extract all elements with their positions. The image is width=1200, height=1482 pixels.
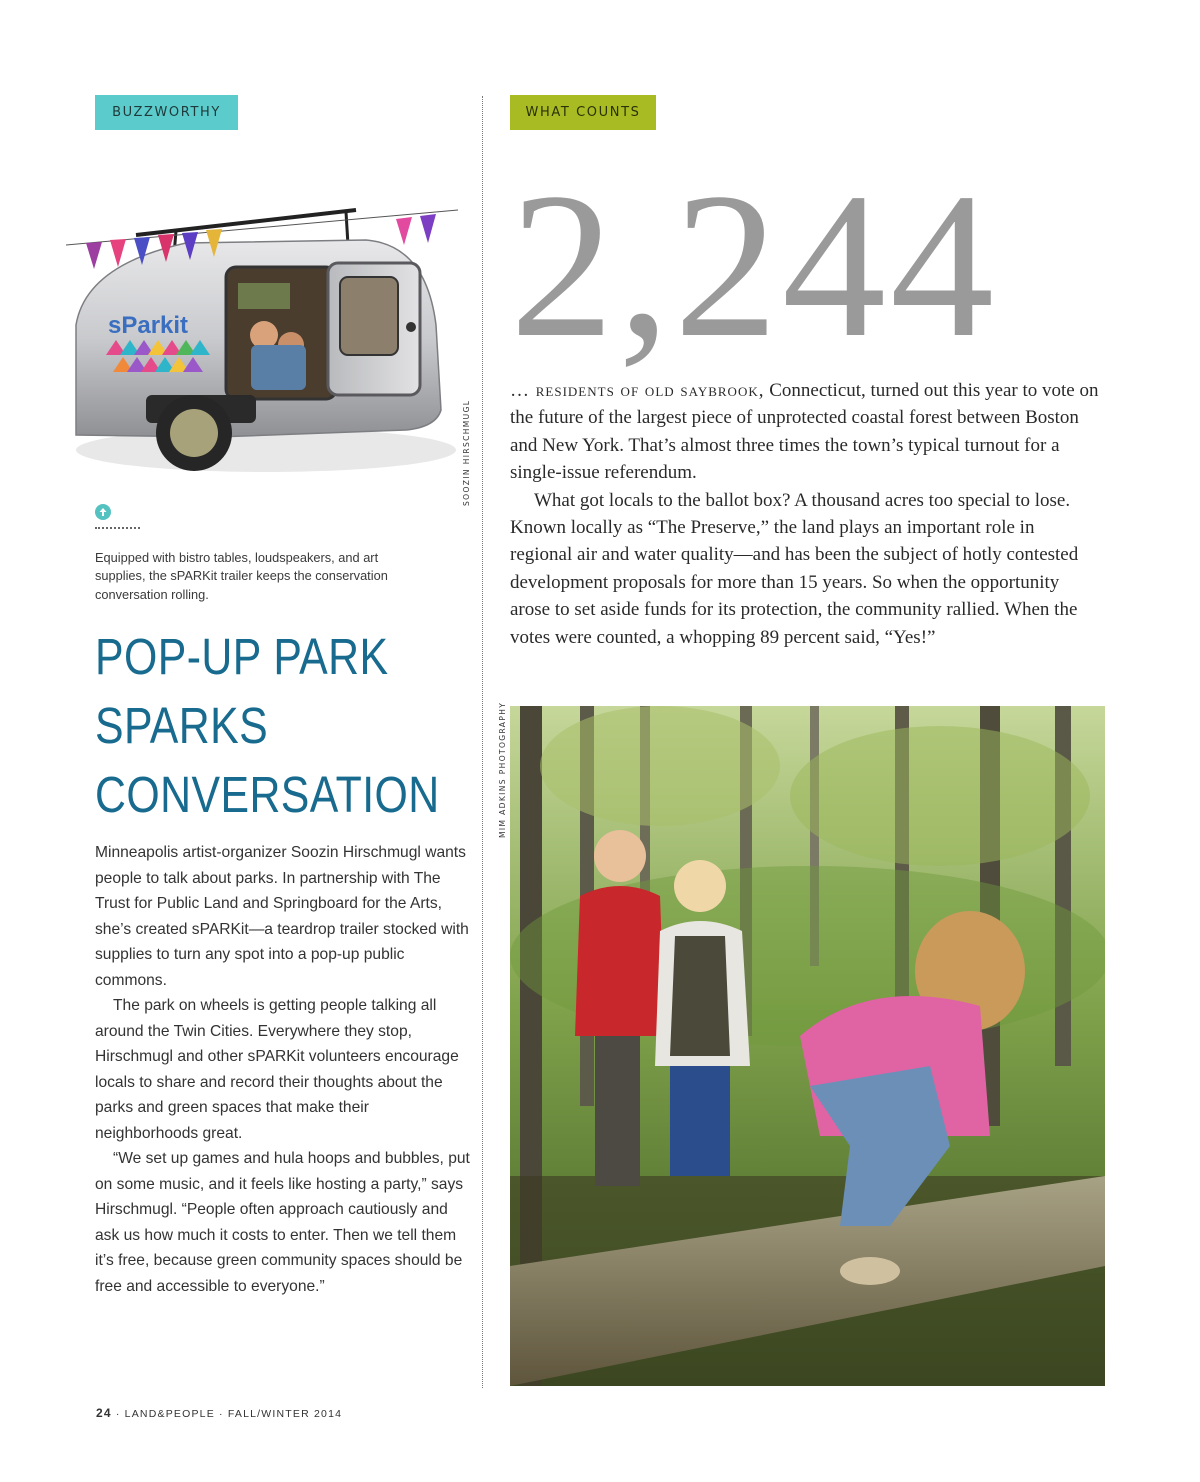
body-paragraph: Minneapolis artist-organizer Soozin Hirschmugl wants people to talk about parks. In partnership with The Trust for Public Land and Springboard for the Arts, she’s created sPARKit—a teardrop trailer stocked with supplies to turn any spot into a pop-up public commons. <box>95 844 469 989</box>
page-footer <box>96 1406 342 1420</box>
story-paragraph <box>510 377 1100 487</box>
arrow-up-icon <box>95 504 111 520</box>
lead-in: … residents of old saybrook, <box>510 380 765 401</box>
article-headline <box>95 622 440 829</box>
headline-line: SPARKS <box>95 697 269 754</box>
lead-paragraph-text: Connecticut, turned out this year to vote on the future of the largest piece of unprotected coastal forest between Boston and New York. That’s almost three times the town’s typical turnout for a single-issue referendum. <box>510 380 1099 484</box>
trailer-photo <box>66 205 458 495</box>
big-statistic: 2,244 <box>510 150 998 380</box>
headline-line: POP-UP PARK <box>95 628 389 685</box>
photo-credit-trailer: SOOZIN HIRSCHMUGL <box>462 399 471 506</box>
body-paragraph: The park on wheels is getting people talking all around the Twin Cities. Everywhere they stop, Hirschmugl and other sPARKit volunteers encourage locals to share and record their thoughts about the parks and green spaces that make their neighborhoods great. <box>95 997 459 1142</box>
section-tag-buzzworthy: BUZZWORTHY <box>95 95 238 130</box>
statistic-story <box>510 377 1100 651</box>
section-tag-what-counts: WHAT COUNTS <box>510 95 656 130</box>
forest-photo <box>510 706 1105 1386</box>
page-number: 24 <box>96 1406 112 1420</box>
article-body <box>95 840 475 1299</box>
column-divider <box>482 96 483 1388</box>
publication-line: · LAND&PEOPLE · FALL/WINTER 2014 <box>111 1408 343 1420</box>
photo-credit-forest: MIM ADKINS PHOTOGRAPHY <box>498 701 507 838</box>
body-paragraph: “We set up games and hula hoops and bubbles, put on some music, and it feels like hosting a party,” says Hirschmugl. “People often approach cautiously and ask us how much it costs to enter. Then we tell them it’s free, because green community spaces should be free and accessible to everyone.” <box>95 1150 470 1295</box>
trailer-caption: Equipped with bistro tables, loudspeakers, and art supplies, the sPARKit trailer keeps the conservation conversation rolling. <box>95 550 388 602</box>
caption-dot-rule <box>95 527 140 529</box>
story-paragraph: What got locals to the ballot box? A thousand acres too special to lose. Known locally as “The Preserve,” the land plays an important role in regional air and water quality—and has been the subject of hotly contested development proposals for more than 15 years. So when the opportunity arose to set aside funds for its protection, the community rallied. When the votes were counted, a whopping 89 percent said, “Yes!” <box>510 489 1079 648</box>
trailer-logo: sParkit <box>108 312 189 339</box>
headline-line: CONVERSATION <box>95 766 440 823</box>
